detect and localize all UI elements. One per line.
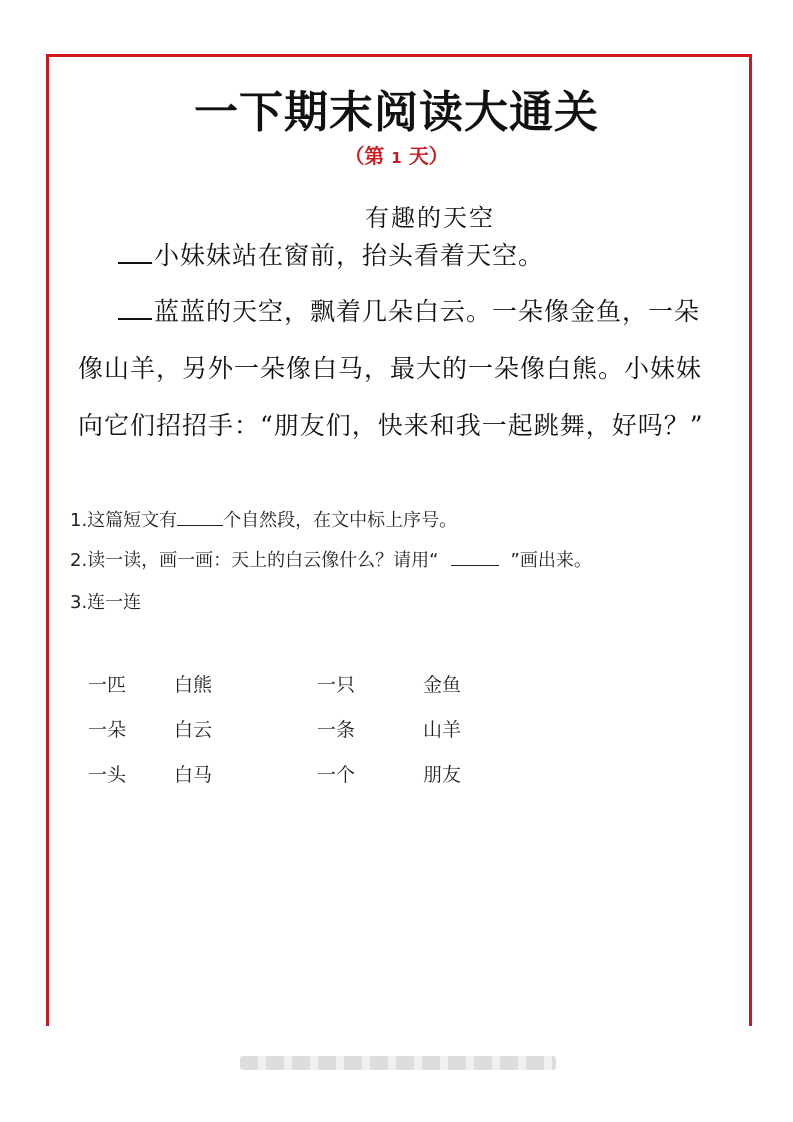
paragraph-2-line-2: 像山羊，另外一朵像白马，最大的一朵像白熊。小妹妹 (78, 354, 703, 383)
story-title: 有趣的天空 (365, 204, 495, 232)
paragraph-2-line-1: 蓝蓝的天空，飘着几朵白云。一朵像金鱼，一朵 (154, 297, 701, 326)
match-item[interactable]: 金鱼 (423, 674, 462, 696)
match-item[interactable]: 一朵 (88, 719, 127, 741)
paragraph-1-text: 小妹妹站在窗前，抬头看着天空。 (154, 241, 545, 270)
match-item[interactable]: 山羊 (423, 719, 462, 741)
paragraph-2 (78, 283, 728, 454)
question-1-part-a: 1.这篇短文有 (70, 510, 178, 531)
match-item[interactable]: 白马 (174, 764, 213, 786)
match-item[interactable]: 一头 (88, 764, 127, 786)
match-item[interactable]: 一条 (317, 719, 356, 741)
match-item[interactable]: 一匹 (88, 674, 127, 696)
question-2 (70, 546, 592, 572)
day-label-prefix: （第 (344, 144, 385, 168)
underline-sample (451, 549, 499, 566)
question-1-part-b: 个自然段，在文中标上序号。 (223, 510, 458, 531)
paragraph-number-blank[interactable] (118, 240, 152, 264)
page-title: 一下期末阅读大通关 (194, 87, 599, 138)
blurred-watermark (240, 1056, 556, 1070)
match-item[interactable]: 一个 (317, 764, 356, 786)
day-label (0, 140, 793, 169)
question-2-part-a: 2.读一读，画一画：天上的白云像什么？请用“ (70, 550, 439, 571)
day-number: 1 (391, 149, 402, 167)
match-item[interactable]: 朋友 (423, 764, 462, 786)
question-3: 3.连一连 (70, 592, 142, 613)
paragraph-1 (78, 227, 728, 284)
question-2-part-b: ”画出来。 (510, 550, 592, 571)
match-item[interactable]: 一只 (317, 674, 356, 696)
day-label-suffix: 天） (408, 144, 449, 168)
answer-blank[interactable] (177, 509, 223, 526)
question-1 (70, 506, 457, 532)
match-item[interactable]: 白熊 (174, 674, 213, 696)
match-item[interactable]: 白云 (174, 719, 213, 741)
paragraph-number-blank[interactable] (118, 296, 152, 320)
matching-exercise (0, 670, 793, 800)
paragraph-2-line-3: 向它们招招手：“朋友们，快来和我一起跳舞，好吗？” (78, 411, 704, 440)
